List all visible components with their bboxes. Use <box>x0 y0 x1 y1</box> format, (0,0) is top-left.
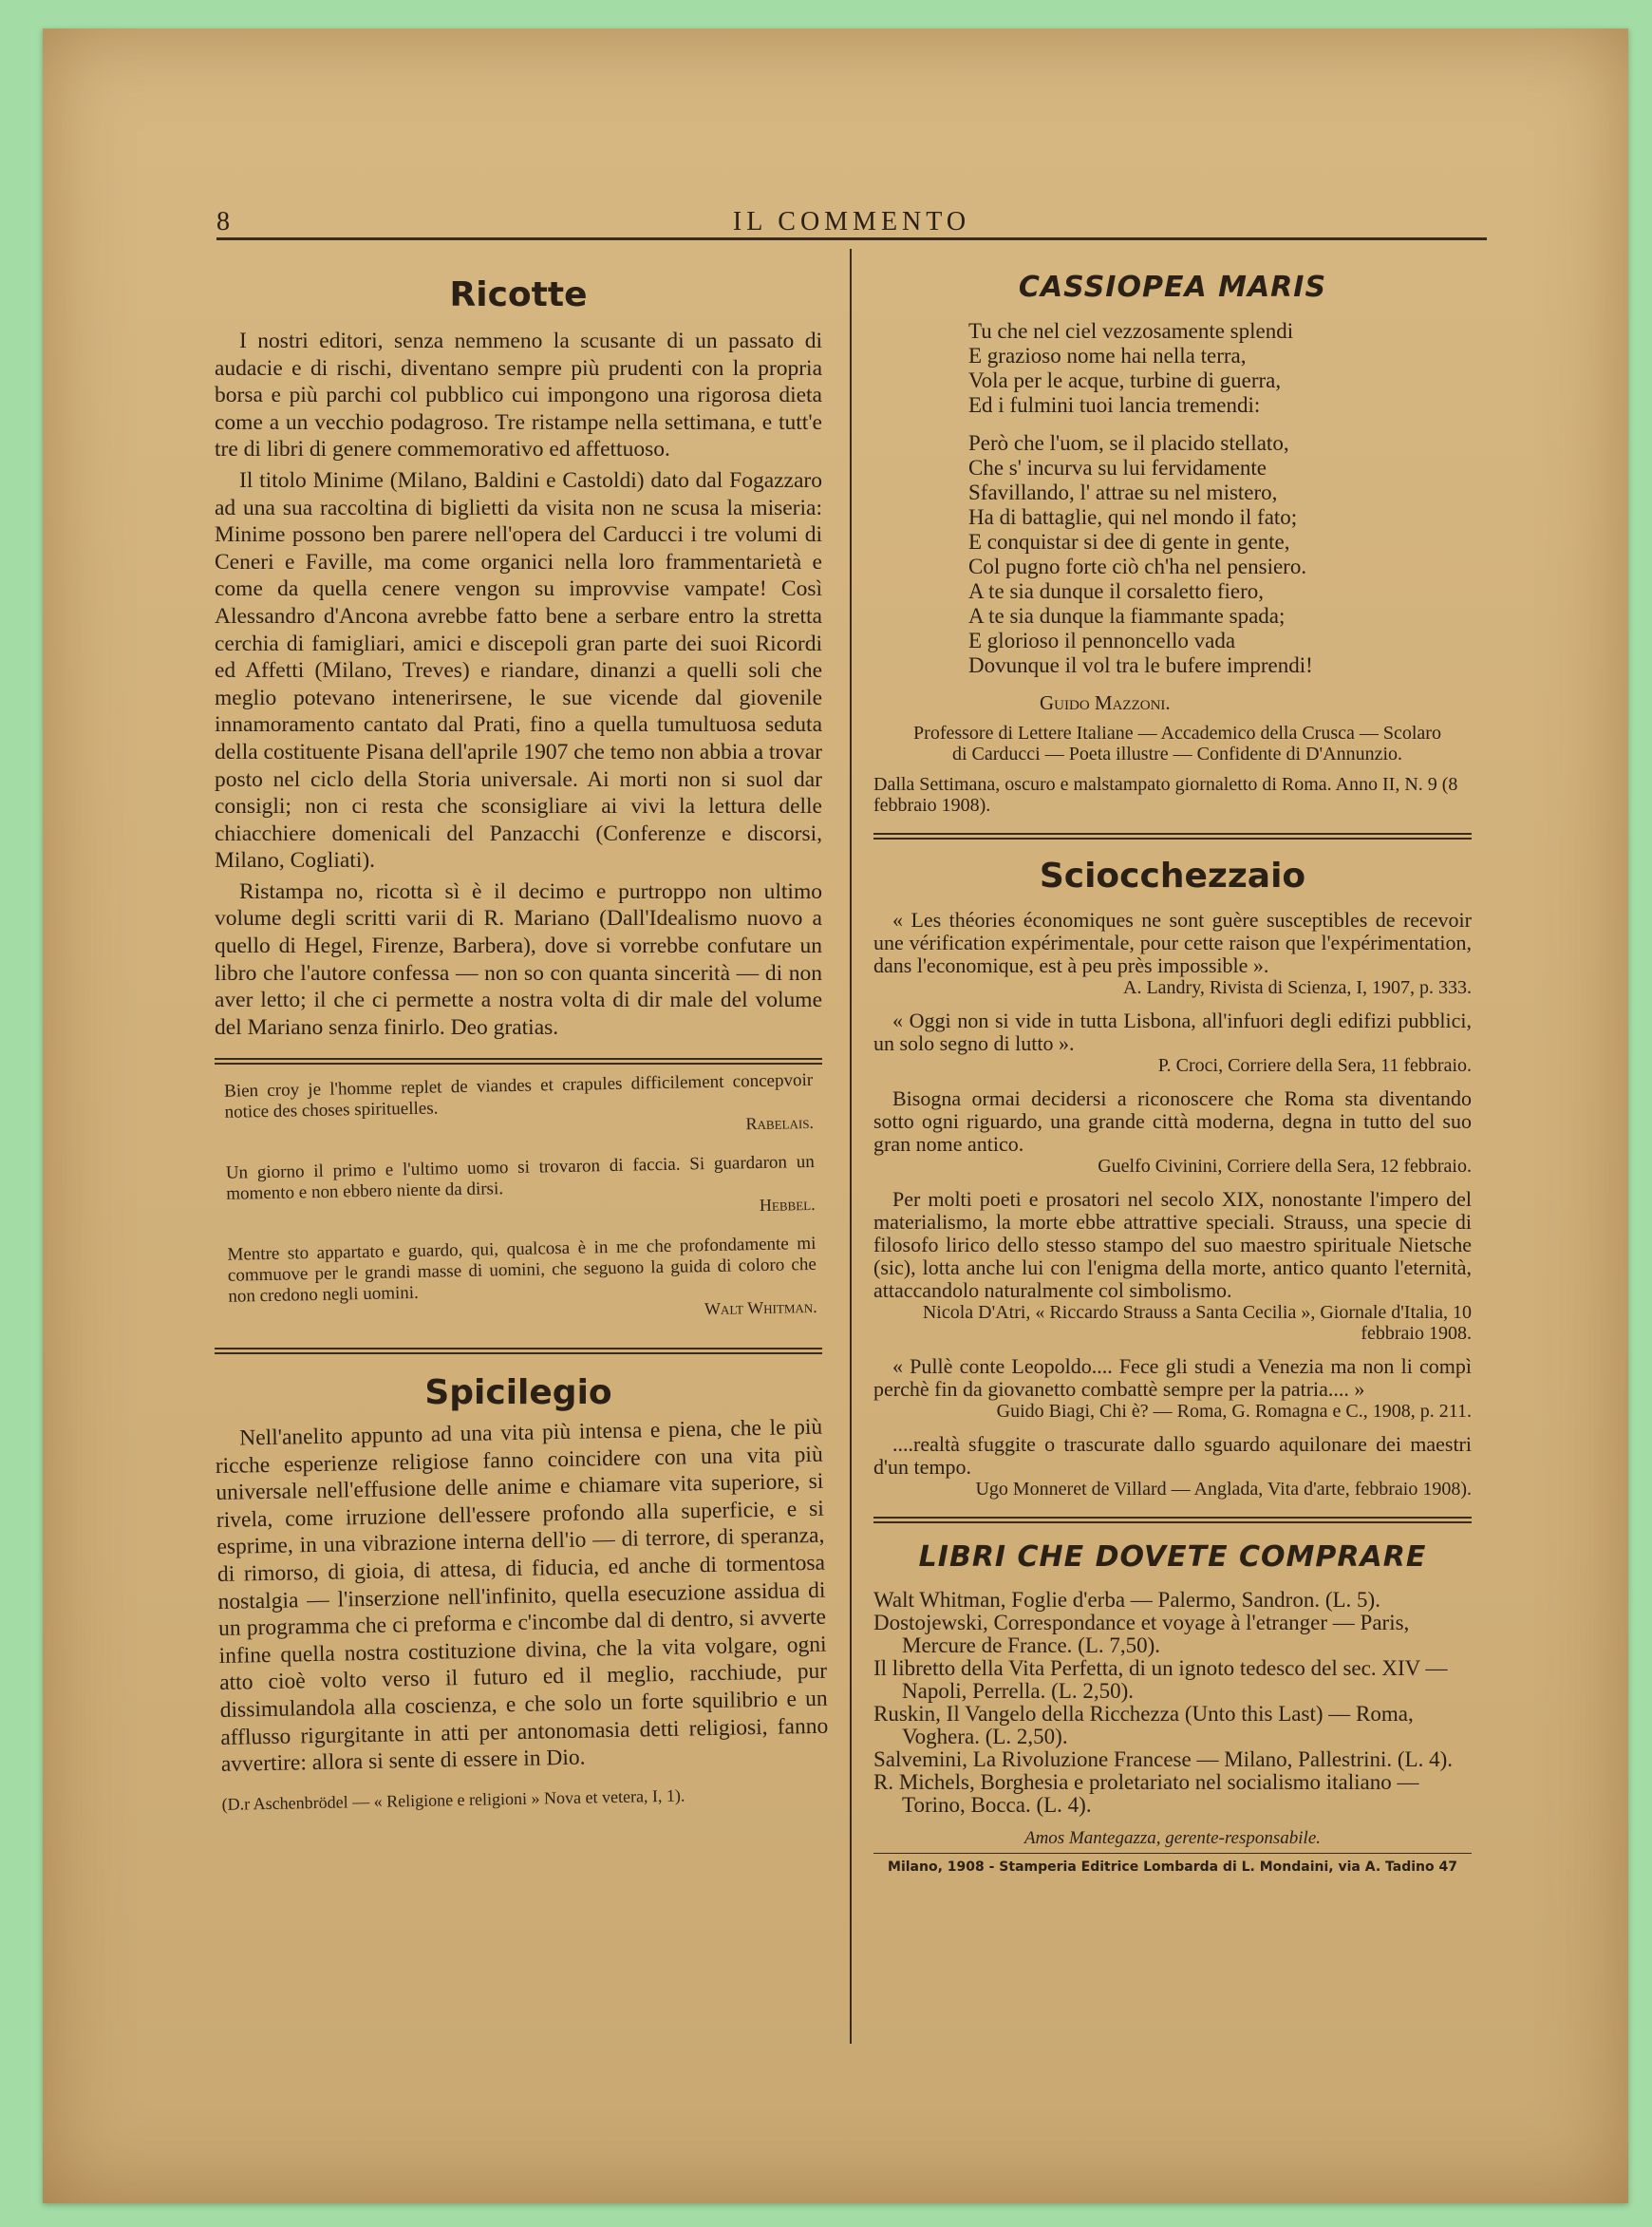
quote-text: Un giorno il primo e l'ultimo uomo si trovaron di faccia. Si guardaron un momento e non ebbero niente da dirsi. <box>225 1152 815 1205</box>
ricotte-paragraph: I nostri editori, senza nemmeno la scusante di un passato di audacie e di rischi, diventano sempre più prudenti con la propria borsa e più parchi col pubblico cui impongono una rigorosa dieta come a un vecchio podagroso. Tre ristampe nella settimana, e tutt'e tre di libri di genere commemorativo ed affettuoso. <box>215 329 822 462</box>
ricotte-title: Ricotte <box>449 275 588 314</box>
quote <box>224 1070 814 1144</box>
poem-stanza <box>968 431 1472 678</box>
poem-source: Dalla Settimana, oscuro e malstampato giornaletto di Roma. Anno II, N. 9 (8 febbraio 1908). <box>873 774 1458 816</box>
poem-line: E conquistar si dee di gente in gente, <box>968 530 1290 554</box>
sciocchezzaio-item <box>873 1433 1472 1500</box>
book-item: R. Michels, Borghesia e proletariato nel socialismo italiano — Torino, Bocca. (L. 4). <box>873 1770 1419 1817</box>
page-number: 8 <box>216 207 230 236</box>
sciocchezzaio-item <box>873 1087 1472 1177</box>
quote-text: Mentre sto appartato e guardo, qui, qualcosa è in me che profondamente mi commuove per le grandi masse di uomini, che seguono la guida di coloro che non credono negli uomini. <box>227 1234 817 1308</box>
quote-text: Bien croy je l'homme replet de viandes et crapules difficilement concepvoir notice des choses spirituelles. <box>223 1070 814 1123</box>
poem-line: A te sia dunque la fiammante spada; <box>968 604 1286 628</box>
double-rule <box>873 833 1472 840</box>
sciocchezzaio-title: Sciocchezzaio <box>1039 857 1306 896</box>
sciocchezzaio-item <box>873 1010 1472 1076</box>
poem-line: Dovunque il vol tra le bufere imprendi! <box>968 653 1313 677</box>
quote-author: Hebbel. <box>759 1195 816 1216</box>
item-author: Guelfo Civinini, Corriere della Sera, 12 febbraio. <box>1098 1156 1472 1177</box>
poem-line: E glorioso il pennoncello vada <box>968 629 1236 652</box>
sciocchezzaio-item <box>873 909 1472 998</box>
manager-line: Amos Mantegazza, gerente-responsabile. <box>1023 1828 1322 1848</box>
newspaper-title: IL COMMENTO <box>732 207 971 236</box>
spicilegio-title: Spicilegio <box>424 1373 612 1413</box>
ricotte-paragraph: Ristampa no, ricotta sì è il decimo e purtroppo non ultimo volume degli scritti varii di R. Mariano (Dall'Idealismo nuovo a quello di Hegel, Firenze, Barbera), dove si vorrebbe confutare un libro che l'autore confessa — non so con quanta sincerità — di non aver letto; il che ci permette a nostra volta di dir male del volume del Mariano senza finirlo. Deo gratias. <box>215 878 822 1040</box>
book-item: Salvemini, La Rivoluzione Francese — Milano, Pallestrini. (L. 4). <box>873 1747 1454 1771</box>
item-text: « Oggi non si vide in tutta Lisbona, all'infuori degli edifizi pubblici, un solo segno di lutto ». <box>873 1009 1472 1055</box>
book-item: Ruskin, Il Vangelo della Ricchezza (Unto this Last) — Roma, Voghera. (L. 2,50). <box>873 1702 1414 1748</box>
quote <box>227 1234 817 1329</box>
item-author: P. Croci, Corriere della Sera, 11 febbraio. <box>1157 1055 1472 1076</box>
spicilegio-reference: (D.r Aschenbrödel — « Religione e religioni » Nova et vetera, I, 1). <box>221 1785 685 1815</box>
poem-line: Tu che nel ciel vezzosamente splendi <box>968 319 1294 343</box>
poem-line: Ha di battaglie, qui nel mondo il fato; <box>968 505 1298 529</box>
item-text: « Les théories économiques ne sont guère susceptibles de recevoir une vérification expérimentale, pour cette raison que l'expérimentation, dans l'economique, est à peu près impossible ». <box>873 908 1472 977</box>
column-divider <box>850 249 852 2044</box>
spicilegio-text: Nell'anelito appunto ad una vita più intensa e piena, che le più ricche esperienze religiose fanno coincidere con una vita più universale nell'effusione delle anime e chiamare vita superiore, si rivela, come irruzione dell'essere profondo alla superficie, e si esprime, in una vibrazione interna dell'io — di terrore, di speranza, di rimorso, di gioia, di attesa, di fiducia, ed anche di tormentosa nostalgia — l'inserzione nell'infinito, quella esecuzione assidua di un programma che ci preforma e c'incombe dal di dentro, si avverte infine quella nostra costituzione divina, che la vita volgare, ogni atto cioè volto verso il futuro ed il meglio, racchiude, pur dissimulandola alla coscienza, e che solo un forte squilibrio e un afflusso rigurgitante in atti per antonomasia detti religiosi, fanno avvertire: allora si sente di essere in Dio. <box>215 1415 829 1778</box>
poem <box>968 319 1472 678</box>
book-item: Walt Whitman, Foglie d'erba — Palermo, Sandron. (L. 5). <box>873 1588 1380 1612</box>
double-rule <box>873 1517 1472 1523</box>
poem-line: Sfavillando, l' attrae su nel mistero, <box>968 481 1278 504</box>
libri-title: LIBRI CHE DOVETE COMPRARE <box>918 1540 1427 1574</box>
footer-rule <box>873 1853 1472 1854</box>
double-rule <box>215 1058 822 1065</box>
signature-note: Professore di Lettere Italiane — Accademico della Crusca — Scolaro di Carducci — Poeta illustre — Confidente di D'Annunzio. <box>913 723 1441 764</box>
right-column <box>873 271 1472 1875</box>
quotes-block <box>215 1070 827 1329</box>
book-item: Dostojewski, Correspondance et voyage à l'etranger — Paris, Mercure de France. (L. 7,50). <box>873 1611 1410 1657</box>
poem-line: Vola per le acque, turbine di guerra, <box>968 368 1282 392</box>
item-author: Ugo Monneret de Villard — Anglada, Vita d'arte, febbraio 1908). <box>975 1479 1472 1500</box>
item-author: Guido Biagi, Chi è? — Roma, G. Romagna e C., 1908, p. 211. <box>996 1401 1472 1422</box>
page-header <box>216 203 1487 241</box>
poem-signature: Guido Mazzoni. <box>1040 691 1171 714</box>
item-author: A. Landry, Rivista di Scienza, I, 1907, p. 333. <box>1123 977 1472 998</box>
poem-line: A te sia dunque il corsaletto fiero, <box>968 579 1265 603</box>
item-author: Nicola D'Atri, « Riccardo Strauss a Santa Cecilia », Giornale d'Italia, 10 febbraio 1908. <box>922 1302 1472 1344</box>
quote-author: Walt Whitman. <box>704 1297 817 1319</box>
poem-line: Col pugno forte ciò ch'ha nel pensiero. <box>968 555 1307 578</box>
sciocchezzaio-item <box>873 1188 1472 1344</box>
ricotte-paragraph: Il titolo Minime (Milano, Baldini e Castoldi) dato dal Fogazzaro ad una sua raccoltina di biglietti da visita non ne scusa la miseria: Minime possono ben parere nell'opera del Carducci i tre volumi di Ceneri e Faville, ma come organici nella loro frammentarietà e come da quella cenere vengon su improvvise vampate! Così Alessandro d'Ancona avrebbe fatto bene a serbare entro la stretta cerchia di famigliari, amici e discepoli gran parte dei suoi Ricordi ed Affetti (Milano, Treves) e riandare, dinanzi a quelli soli che meglio potevano intenerirsene, le sue vicende dal giovenile innamoramento cantato dal Prati, fino a quella tumultuosa seduta della costituente Pisana dell'aprile 1907 che temo non abbia a trovar posto nel ciclo della Storia universale. Ai morti non si suol dar consigli; non ci resta che sconsigliare ai vivi la lettura delle chiacchiere domenicali del Panzacchi (Conferenze e discorsi, Milano, Cogliati). <box>215 467 822 874</box>
printer-line: Milano, 1908 - Stamperia Editrice Lombarda di L. Mondaini, via A. Tadino 47 <box>888 1859 1457 1875</box>
cassiopea-title: CASSIOPEA MARIS <box>1018 271 1327 304</box>
double-rule <box>215 1348 822 1354</box>
item-text: Bisogna ormai decidersi a riconoscere che Roma sta diventando sotto ogni riguardo, una grande città moderna, degna in tutto del suo gran nome antico. <box>873 1086 1472 1156</box>
poem-stanza <box>968 319 1472 418</box>
quote <box>226 1152 816 1226</box>
book-list <box>873 1589 1472 1817</box>
header-rule <box>216 237 1487 240</box>
item-text: ....realtà sfuggite o trascurate dallo sguardo aquilonare dei maestri d'un tempo. <box>873 1432 1472 1479</box>
left-column <box>215 275 829 1815</box>
poem-line: Ed i fulmini tuoi lancia tremendi: <box>968 393 1261 417</box>
poem-line: Che s' incurva su lui fervidamente <box>968 456 1267 480</box>
poem-line: E grazioso nome hai nella terra, <box>968 344 1247 368</box>
item-text: Per molti poeti e prosatori nel secolo XIX, nonostante l'impero del materialismo, la morte ebbe attrattive speciali. Strauss, una specie di filosofo lirico dello stesso stampo del suo maestro spirituale Nietsche (sic), lotta anche lui con l'enigma della morte, antico quanto l'eternità, attaccandolo naturalmente col simbolismo. <box>873 1187 1472 1302</box>
quote-author: Rabelais. <box>745 1113 815 1134</box>
spicilegio-body <box>215 1414 830 1815</box>
poem-line: Però che l'uom, se il placido stellato, <box>968 431 1289 455</box>
sciocchezzaio-item <box>873 1355 1472 1422</box>
item-text: « Pullè conte Leopoldo.... Fece gli studi a Venezia ma non li compì perchè fin da giovanetto combattè sempre per la patria.... » <box>873 1354 1472 1401</box>
book-item: Il libretto della Vita Perfetta, di un ignoto tedesco del sec. XIV — Napoli, Perrella. (L. 2,50). <box>873 1656 1448 1703</box>
